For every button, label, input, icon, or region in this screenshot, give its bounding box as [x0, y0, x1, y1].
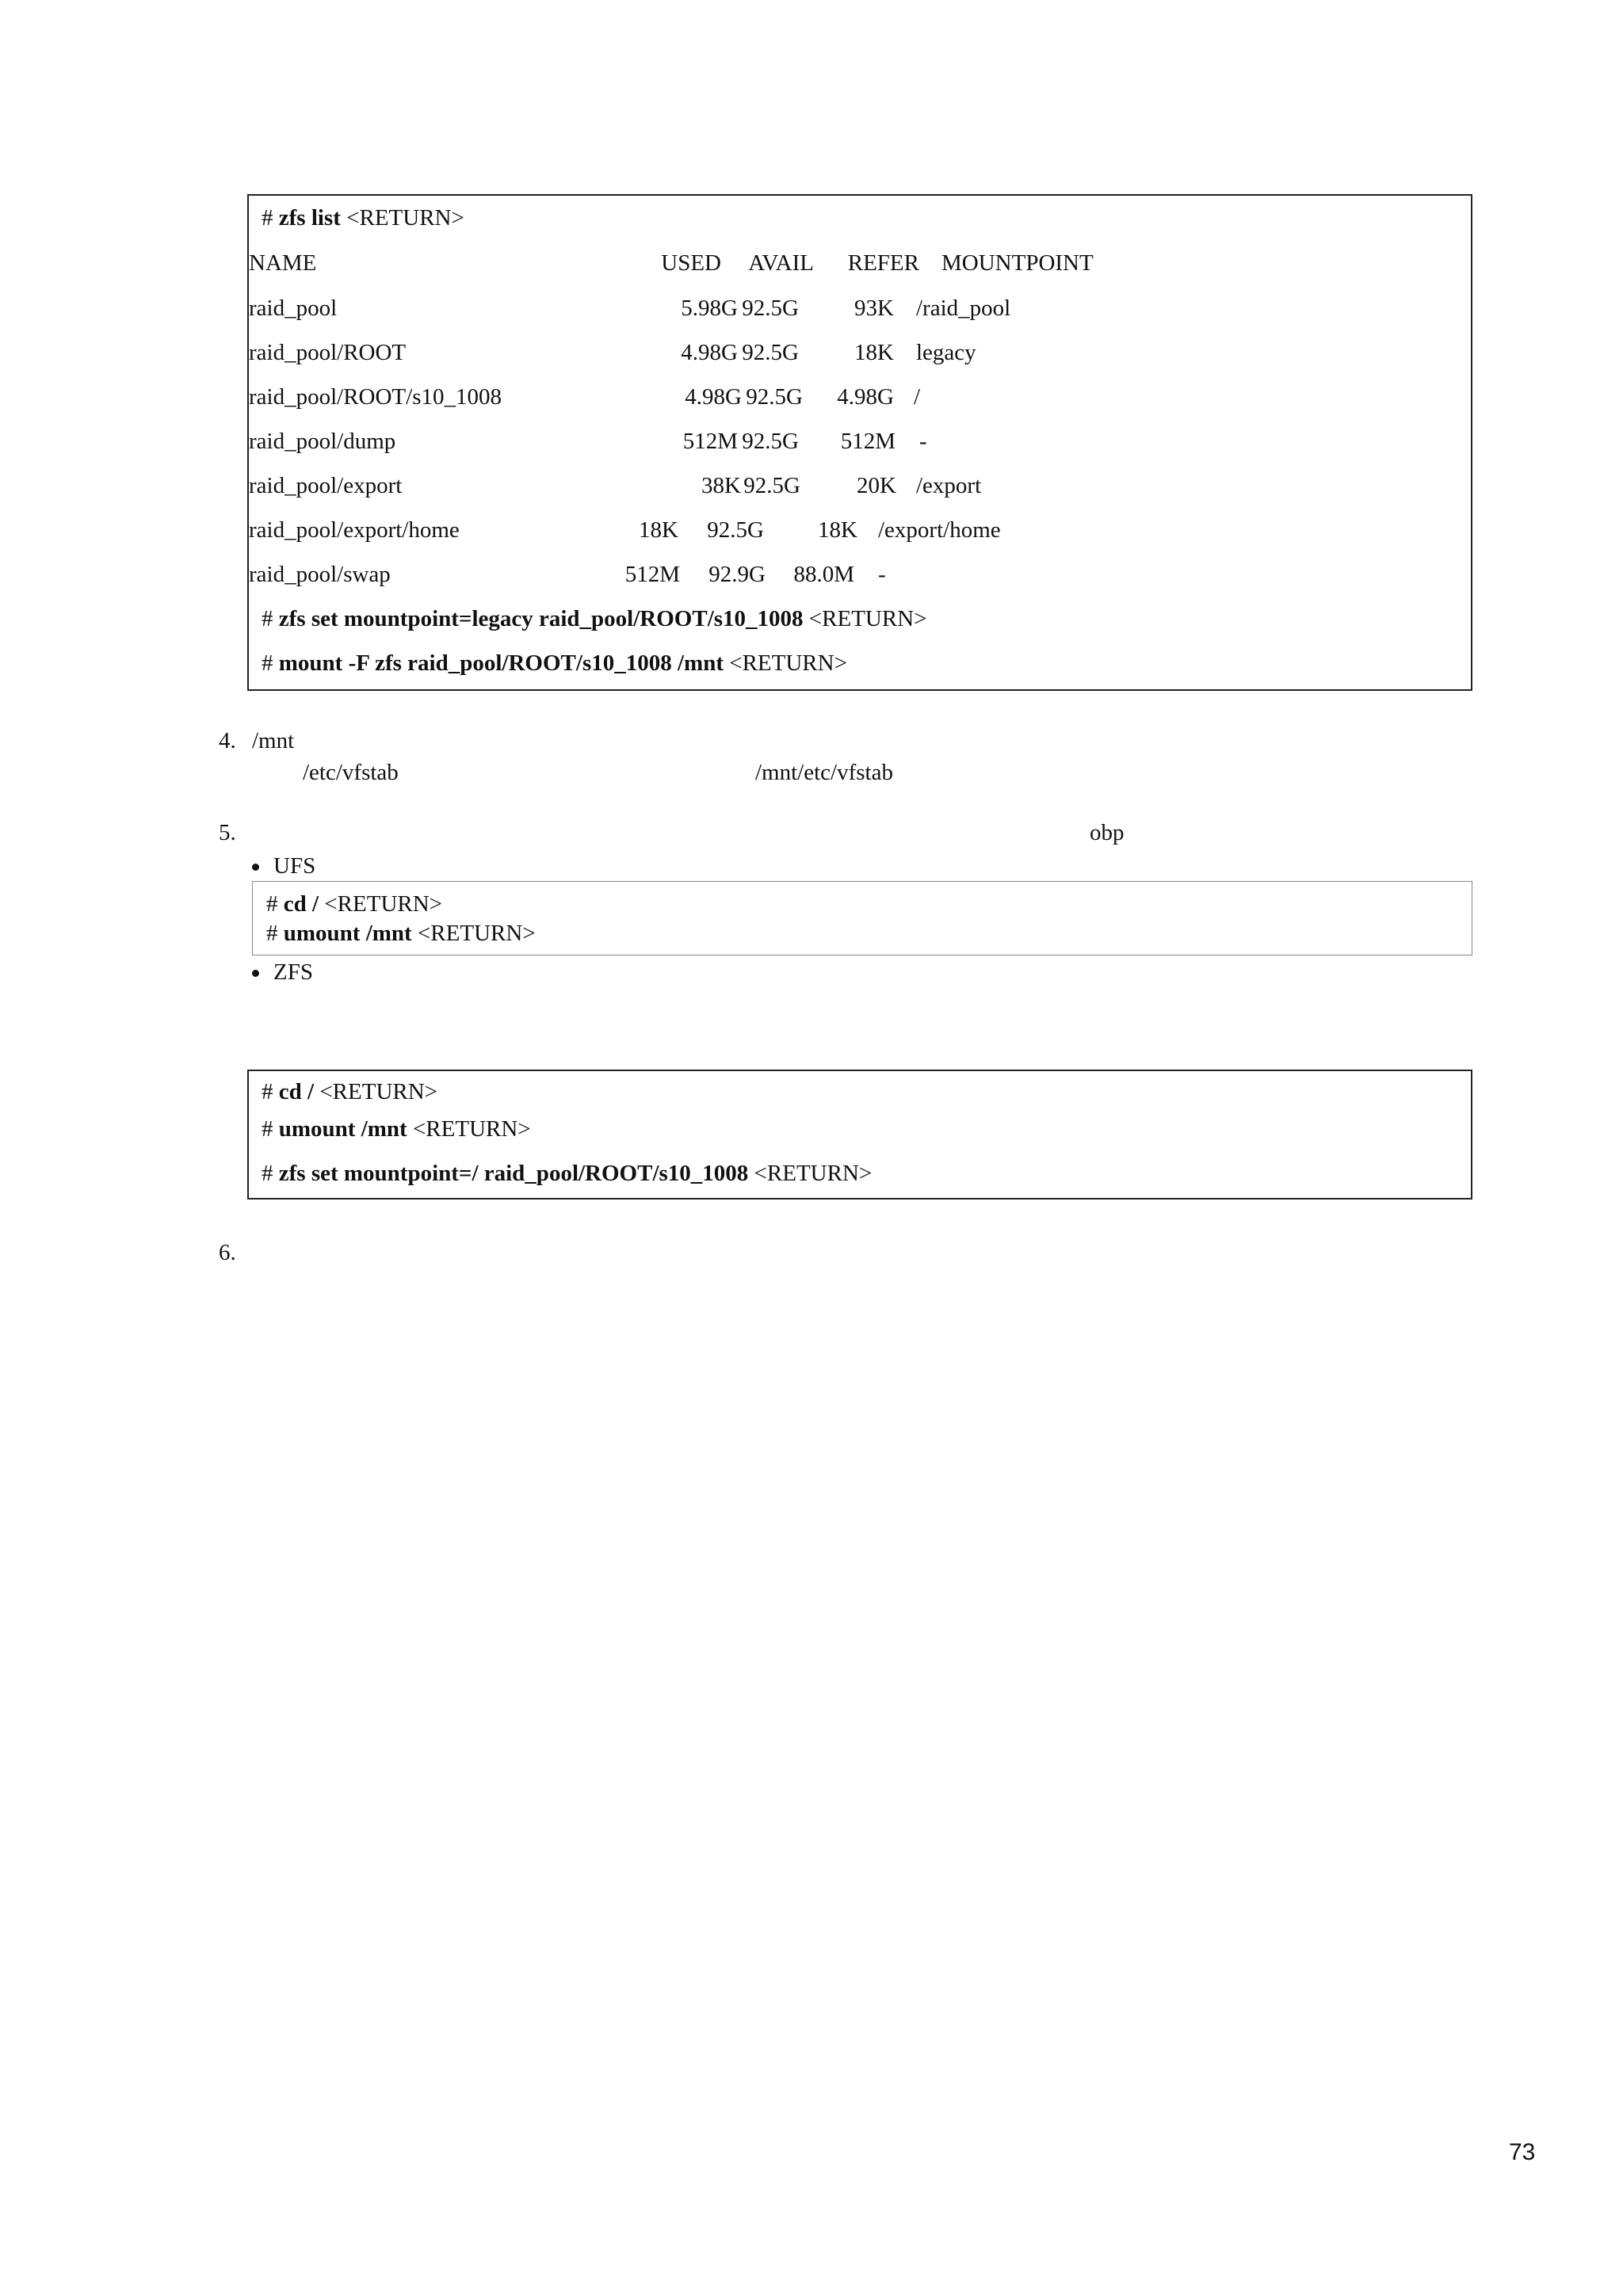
- row-refer: 20K: [857, 473, 896, 498]
- row-mountpoint: /: [914, 384, 921, 410]
- row-avail: 92.5G: [707, 517, 764, 543]
- step-5-number: 5.: [219, 820, 236, 845]
- row-used: 5.98G: [681, 296, 738, 321]
- row-mountpoint: /export: [916, 473, 982, 498]
- row-refer: 88.0M: [793, 562, 854, 587]
- page-number: 73: [1509, 2139, 1536, 2165]
- row-avail: 92.5G: [742, 296, 799, 321]
- row-used: 4.98G: [681, 340, 738, 365]
- row-avail: 92.5G: [746, 384, 803, 410]
- row-mountpoint: /raid_pool: [916, 296, 1011, 321]
- row-name: raid_pool/ROOT/s10_1008: [249, 384, 502, 410]
- zfs-list-command: # zfs list <RETURN>: [262, 205, 464, 231]
- step-5-obp: obp: [1090, 820, 1125, 845]
- header-avail: AVAIL: [748, 250, 814, 276]
- row-used: 38K: [701, 473, 741, 498]
- row-name: raid_pool/export: [249, 473, 403, 498]
- zfs-set-mountpoint-command: # zfs set mountpoint=/ raid_pool/ROOT/s10_1008 <RETURN>: [262, 1161, 873, 1186]
- row-used: 512M: [624, 562, 680, 587]
- step-4-text: /mnt: [252, 728, 295, 753]
- row-mountpoint: -: [919, 429, 927, 454]
- ufs-bullet: [252, 864, 259, 871]
- header-used: USED: [661, 250, 721, 276]
- row-avail: 92.9G: [708, 562, 766, 587]
- header-mountpoint: MOUNTPOINT: [941, 250, 1094, 276]
- row-avail: 92.5G: [743, 473, 800, 498]
- step-4-path-etc-vfstab: /etc/vfstab: [303, 760, 399, 785]
- row-refer: 93K: [854, 296, 894, 321]
- row-name: raid_pool/export/home: [249, 517, 460, 543]
- step-4-number: 4.: [219, 728, 236, 753]
- row-name: raid_pool: [249, 296, 338, 321]
- step-6-number: 6.: [219, 1240, 236, 1265]
- row-name: raid_pool/swap: [249, 562, 391, 587]
- zfs-bullet: [252, 970, 259, 977]
- row-refer: 4.98G: [837, 384, 894, 410]
- row-refer: 18K: [818, 517, 857, 543]
- zfs-label: ZFS: [273, 959, 313, 985]
- ufs-umount-command: # umount /mnt <RETURN>: [266, 921, 536, 946]
- row-mountpoint: -: [878, 562, 886, 587]
- row-used: 18K: [639, 517, 678, 543]
- header-name: NAME: [249, 250, 317, 276]
- row-refer: 18K: [854, 340, 894, 365]
- ufs-label: UFS: [273, 853, 316, 879]
- row-avail: 92.5G: [742, 340, 799, 365]
- step-4-path-mnt-etc-vfstab: /mnt/etc/vfstab: [755, 760, 893, 785]
- ufs-cd-command: # cd / <RETURN>: [266, 891, 443, 917]
- zfs-umount-command: # umount /mnt <RETURN>: [262, 1116, 531, 1142]
- mount-zfs-command: # mount -F zfs raid_pool/ROOT/s10_1008 /mnt <RETURN>: [262, 650, 847, 676]
- row-used: 512M: [682, 429, 738, 454]
- row-mountpoint: /export/home: [878, 517, 1001, 543]
- row-name: raid_pool/ROOT: [249, 340, 407, 365]
- row-name: raid_pool/dump: [249, 429, 396, 454]
- row-refer: 512M: [840, 429, 896, 454]
- row-used: 4.98G: [685, 384, 742, 410]
- zfs-set-legacy-command: # zfs set mountpoint=legacy raid_pool/ROOT/s10_1008 <RETURN>: [262, 606, 927, 631]
- row-mountpoint: legacy: [916, 340, 976, 365]
- zfs-cd-command: # cd / <RETURN>: [262, 1079, 438, 1104]
- header-refer: REFER: [847, 250, 919, 276]
- row-avail: 92.5G: [742, 429, 799, 454]
